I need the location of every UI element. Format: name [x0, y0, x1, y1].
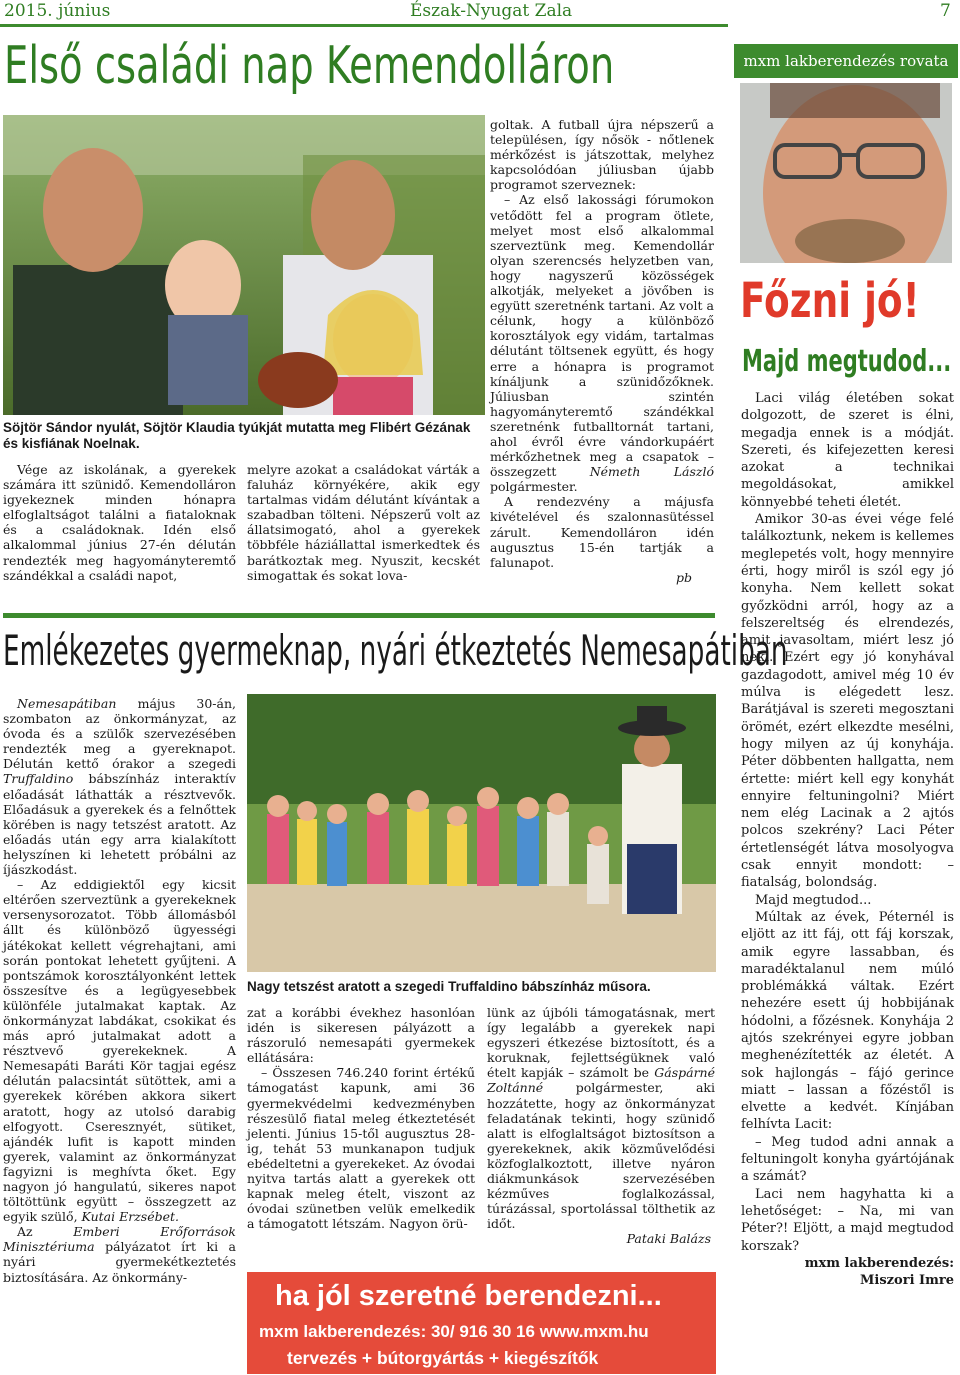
- article2-signature: Pataki Balázs: [626, 1231, 711, 1247]
- article2-column-1: [3, 696, 236, 1285]
- article2-col1-p1: Nemesapátiban május 30-án, szombaton az önkormányzat, az óvoda és a szülők szervezésében rendezték meg a gyereknapot. Délután kettő órakor a szegedi Truffaldino bábszínház interaktív előadását láthatták a résztvevők. Előadásuk a gyerekek és a felnőttek körében is nagy tetszést aratott. Az előadás után egy arra kialakított helyszínen ki lehetett próbálni az íjászkodást.: [3, 696, 236, 878]
- sidebar-subtitle: Majd megtudod...: [742, 344, 952, 379]
- puppet-theatre-photo: [247, 694, 716, 972]
- article1-col2-text: melyre azokat a családokat várták a faluház környékére, akik egy tartalmas vidám délutánt kívántak a szabadban tölteni. Népszerű volt az állatsimogató, ahol a gyerekek többféle háziállattal ismerkedtek és barátkoztak meg. Nyuszit, kecskét simogattak és sokat lova-: [247, 462, 480, 583]
- article2-col2-p2: – Összesen 746.240 forint értékű támogatást kapunk, ami 36 gyermekvédelmi kedvezményben részesülő fiatal meleg étkeztetését jelenti. Június 15-től augusztus 28-ig, tehát 53 munkanapon tudjuk ebédeltetni a gyerekeket. Az óvodai nyitva tartás alatt a gyerekek ott kapnak meleg ételt, viszont az óvodai szünetben velük emelkedik a támogatott létszám. Nagyon örü-: [247, 1065, 475, 1232]
- article2-col2-p1: zat a korábbi évekhez hasonlóan idén is sikeresen pályázott a rászoruló nemesapáti gyermekek ellátására:: [247, 1005, 475, 1066]
- sidebar-paragraph: – Meg tudod adni annak a feltuningolt konyha gyártójának a számát?: [741, 1134, 954, 1185]
- ad-line-2: mxm lakberendezés: 30/ 916 30 16 www.mxm.hu: [259, 1322, 649, 1341]
- sidebar-rovat-banner: [734, 44, 958, 78]
- sidebar-signature-name: Miszori Imre: [860, 1273, 954, 1289]
- article1-photo-caption: Söjtör Sándor nyulát, Söjtör Klaudia tyúkját mutatta meg Flibért Gézának és kisfiának Noelnak.: [3, 420, 471, 451]
- article1-col3-p1: goltak. A futball újra népszerű a településen, így nősök - nőtlenek mérkőzést is játszottak, melyhez kapcsolódóan júliusban újabb programot szerveznek:: [490, 117, 714, 193]
- mayor-name: Németh László: [589, 464, 714, 480]
- ad-line-1: ha jól szeretné berendezni...: [275, 1280, 662, 1312]
- sidebar-body: [741, 390, 954, 1289]
- article1-column-1: [3, 462, 236, 583]
- sidebar-title: Főzni jó!: [740, 273, 920, 329]
- article2-col3-p1: lünk az újbóli támogatásnak, mert így legalább a gyerekek napi egyszeri étkezése biztosított, és a koruknak, fejlettségüknek való ételt kapják – számolt be Gáspárné Zoltánné polgármester, aki hozzátette, hogy az önkormányzat feladatának tekinti, hogy szünidő alatt is elfoglaltságot biztosítson a gyerekeknek, akik közművelődési közfoglalkoztott, illetve nyáron diákmunkások szervezésében kézműves foglalkozással, túrázással, sportolással tölthetik az időt.: [487, 1005, 715, 1232]
- sidebar-paragraph: Laci világ életében sokat dolgozott, de szeret is élni, megadja ennek is a módját. Szereti, és kifejezetten keresi azokat a technikai megoldásokat, amikkel könnyebbé teheti életét.: [741, 391, 954, 510]
- article2-title: Emlékezetes gyermeknap, nyári étkeztetés Nemesapátiban: [3, 626, 788, 675]
- page-number: 7: [940, 1, 951, 21]
- article2-column-2: [247, 1005, 475, 1231]
- advertisement: [247, 1272, 716, 1374]
- family-day-photo: [3, 115, 485, 415]
- article2-photo-caption: Nagy tetszést aratott a szegedi Truffaldino bábszínház műsora.: [247, 979, 651, 994]
- sidebar-paragraph: Majd megtudod...: [755, 892, 872, 908]
- author-photo: [740, 83, 952, 263]
- sidebar-paragraph: Laci nem hagyhatta ki a lehetőséget: – Na, mi van Péter?! Eljött, a majd megtudod korszak?: [741, 1186, 954, 1254]
- article2-column-3: [487, 1005, 715, 1247]
- author-portrait: [740, 83, 952, 263]
- article1-column-3: [490, 117, 714, 585]
- sidebar-rovat-label: mxm lakberendezés rovata: [743, 52, 949, 70]
- article1-col1-text: Vége az iskolának, a gyerekek számára itt szünidő. Kemendolláron igyekeznek minden hónapra elfoglaltságot találni a fiataloknak és a családoknak. Idén első alkalommal június 27-én délután rendezték meg hagyományteremtő szándékkal a családi napot,: [3, 462, 236, 583]
- article1-col3-p2: – Az első lakossági fórumokon vetődött fel a program ötlete, melyet most első alkalommal szerveztünk meg. Kemendollár olyan szerencsés helyzetben van, hogy nagyszerű közösségek alkotják, melyeket a jövőben is együtt szeretnénk tartani. Az volt a célunk, hogy a különböző korosztályok egy vidám, tartalmas délutánt töltsenek együtt, és hogy erre a hónapra is programot kínáljunk a szünidőzőknek. Júliusban szintén hagyományteremtő szándékkal szeretnénk futballtornát tartani, ahol évről évre vándorkupáért mérkőzhetnek meg a csapatok – összegzett Németh László polgármester.: [490, 192, 714, 495]
- article1-column-2: [247, 462, 480, 583]
- header-rule: [0, 24, 728, 27]
- parent-name: Kutai Erzsébet.: [81, 1209, 180, 1225]
- article2-col1-p2: – Az eddigiektől egy kicsit eltérően szerveztünk a gyerekeknek versenysorozatot. Több állomásból állt és különböző ügyességi játékokat kellett végrehajtani, ami során pontokat lehetett gyűjteni. A pontszámok korosztályonként lettek összesítve és a legügyesebbek különféle jutalmakat kaptak. Az önkormányzat labdákat, csokikat és más apró jutalmakat adott a résztvevő gyerekeknek. A Nemesapáti Baráti Kör tagjai egész délután palacsintát sütöttek, ami a gyerekek körében akkora sikert aratott, hogy az utolsó darabig elfogyott. Cseresznyét, sütiket, ajándék lufit is kapott minden gyerek, valamint az önkormányzat fagyizni is meghívta őket. Egy nagyon jó hangulatú, sikeres napot töltöttünk együtt – összegzett az egyik szülő, Kutai Erzsébet.: [3, 877, 236, 1225]
- article-separator: [3, 613, 715, 618]
- newspaper-name: Észak-Nyugat Zala: [410, 1, 573, 21]
- page-header: [0, 0, 960, 22]
- article1-col3-p3: A rendezvény a májusfa kivételével és szalonnasütéssel zárult. Kemendolláron idén augusztus 15-én tartják a falunapot.: [490, 494, 714, 570]
- article2-col1-p3: Az Emberi Erőforrások Minisztériuma pályázatot írt ki a nyári gyermekétkeztetés biztosítására. Az önkormány-: [3, 1224, 236, 1285]
- article1-signature: pb: [675, 569, 692, 585]
- ad-line-3: tervezés + bútorgyártás + kiegészítők: [287, 1348, 599, 1368]
- article2-photo: [247, 694, 716, 972]
- sidebar-paragraph: Múltak az évek, Péternél is eljött az itt fáj, ott fáj korszak, amik egyre lassabban, és maradéktalanul nem múló problémákká váltak. Ezért nehezére esett új hobbijának hódolni, a főzésnek. Konyhája 2 ajtós szekrényei egyre jobban meghenézítették az életét. A sok hajlongás – fájó gerince miatt – lassan a főzéstől is elvette a kedvét. Kínjában felhívta Lacit:: [741, 909, 954, 1133]
- mayor2-name: Gáspárné Zoltánné: [487, 1065, 715, 1096]
- issue-date: 2015. június: [4, 1, 111, 21]
- article1-photo: [3, 115, 485, 415]
- sidebar-paragraph: Amikor 30-as évei vége felé találkoztunk, nekem is kellemes meglepetés volt, hogy mennyire érti, hogy miről is szól egy jó konyha. Nem kellett sokat győzködni arról, hogy az a felszereltség és elrendezés, amit javasoltam, miért lesz jó neki. Ezért egy jó konyhával gazdagodott, amivel még 10 év múlva is elégedett lesz. Barátjával is szereti megosztani örömét, ezért elkezdte mesélni, hogy milyen az új konyhája. Péter döbbenten hallgatta, nem értette: miért kell egy konyhát ennyire feltuningolni? Miért nem elég Lacinak a 2 ajtós polcos szekrény? Laci Péter értetlenségét látva mosolyogva csak ennyit mondott: – fiatalság, bolondság.: [741, 512, 954, 891]
- sidebar-signature-company: mxm lakberendezés:: [804, 1255, 954, 1271]
- article1-title: Első családi nap Kemendolláron: [4, 36, 615, 96]
